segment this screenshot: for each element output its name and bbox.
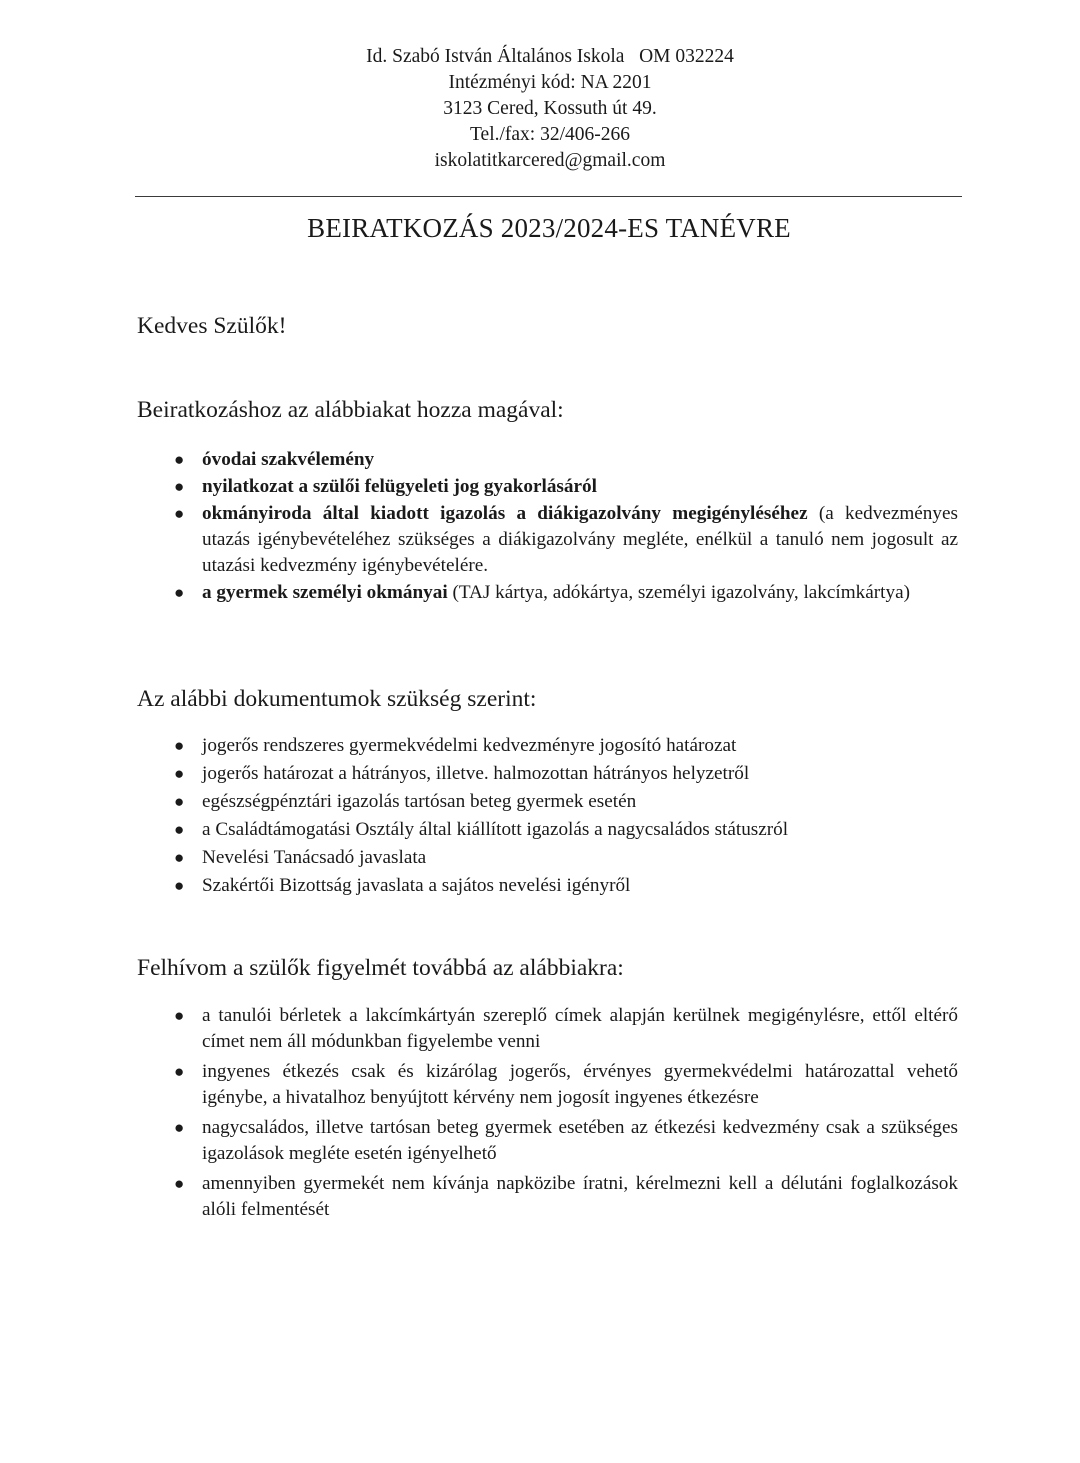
bullet-icon: ●	[174, 1006, 185, 1025]
bullet-icon: ●	[174, 477, 185, 496]
list-item	[174, 761, 942, 787]
item-text: Szakértői Bizottság javaslata a sajátos nevelési igényről	[202, 875, 631, 896]
item-text: jogerős határozat a hátrányos, illetve. halmozottan hátrányos helyzetről	[202, 763, 750, 784]
list-item	[174, 817, 942, 843]
bullet-icon: ●	[174, 504, 185, 523]
bullet-icon: ●	[174, 736, 185, 755]
list-item	[174, 474, 958, 500]
list-item	[174, 1171, 958, 1223]
list-item	[174, 1003, 958, 1055]
bullet-icon: ●	[174, 820, 185, 839]
list-item	[174, 501, 958, 579]
document-title: BEIRATKOZÁS 2023/2024-ES TANÉVRE	[307, 213, 791, 243]
list-item	[174, 580, 958, 606]
item-text: nagycsaládos, illetve tartósan beteg gyermek esetében az étkezési kedvezmény csak a szükséges igazolások megléte esetén igényelhető	[202, 1117, 958, 1164]
item-text: ingyenes étkezés csak és kizárólag jogerős, érvényes gyermekvédelmi határozattal vehető igénybe, a hivatalhoz benyújtott kérvény nem jogosít ingyenes étkezésre	[202, 1061, 958, 1108]
institution-code: Intézményi kód: NA 2201	[448, 72, 652, 93]
item-text: a tanulói bérletek a lakcímkártyán szereplő címek alapján kerülnek megigénylésre, ettől eltérő címet nem áll módunkban figyelembe venni	[202, 1005, 958, 1052]
bullet-icon: ●	[174, 848, 185, 867]
section-title-required-documents: Beiratkozáshoz az alábbiakat hozza magával:	[137, 397, 564, 423]
header-divider	[135, 196, 962, 197]
bullet-icon: ●	[174, 764, 185, 783]
item-bold-text: óvodai szakvélemény	[202, 449, 375, 470]
bullet-icon: ●	[174, 1118, 185, 1137]
bullet-icon: ●	[174, 450, 185, 469]
bullet-icon: ●	[174, 876, 185, 895]
email-address: iskolatitkarcered@gmail.com	[434, 150, 666, 171]
item-text: (TAJ kártya, adókártya, személyi igazolvány, lakcímkártya)	[447, 582, 910, 603]
item-text: a Családtámogatási Osztály által kiállított igazolás a nagycsaládos státuszról	[202, 819, 789, 840]
item-text: amennyiben gyermekét nem kívánja napközibe íratni, kérelmezni kell a délutáni foglalkozások alóli felmentését	[202, 1173, 958, 1220]
item-bold-text: nyilatkozat a szülői felügyeleti jog gyakorlásáról	[202, 476, 597, 497]
list-item	[174, 1115, 958, 1167]
list-item	[174, 733, 942, 759]
greeting: Kedves Szülők!	[137, 313, 287, 339]
bullet-icon: ●	[174, 1062, 185, 1081]
list-item	[174, 845, 942, 871]
list-item	[174, 873, 942, 899]
item-bold-text: okmányiroda által kiadott igazolás a diákigazolvány megigényléséhez	[202, 503, 808, 524]
list-item	[174, 1059, 958, 1111]
bullet-icon: ●	[174, 1174, 185, 1193]
bullet-icon: ●	[174, 792, 185, 811]
bullet-icon: ●	[174, 583, 185, 602]
item-text: Nevelési Tanácsadó javaslata	[202, 847, 427, 868]
list-item	[174, 447, 958, 473]
item-bold-text: a gyermek személyi okmányai	[202, 582, 448, 603]
item-text: (a kedvezményes utazás igénybevételéhez szükséges a diákigazolvány megléte, enélkül a tanuló nem jogosult az utazási kedvezmény igénybevételére.	[202, 503, 958, 576]
school-address: 3123 Cered, Kossuth út 49.	[443, 98, 657, 119]
section-title-optional-documents: Az alábbi dokumentumok szükség szerint:	[137, 686, 537, 712]
notices-list	[174, 1003, 958, 1227]
list-item	[174, 789, 942, 815]
letterhead	[300, 44, 800, 174]
phone-fax: Tel./fax: 32/406-266	[469, 124, 631, 145]
school-name: Id. Szabó István Általános Iskola OM 032224	[366, 46, 734, 67]
required-documents-list	[174, 447, 958, 607]
item-text: jogerős rendszeres gyermekvédelmi kedvezményre jogosító határozat	[202, 735, 737, 756]
item-text: egészségpénztári igazolás tartósan beteg gyermek esetén	[202, 791, 637, 812]
section-title-notices: Felhívom a szülők figyelmét továbbá az alábbiakra:	[137, 955, 624, 981]
optional-documents-list	[174, 733, 942, 901]
